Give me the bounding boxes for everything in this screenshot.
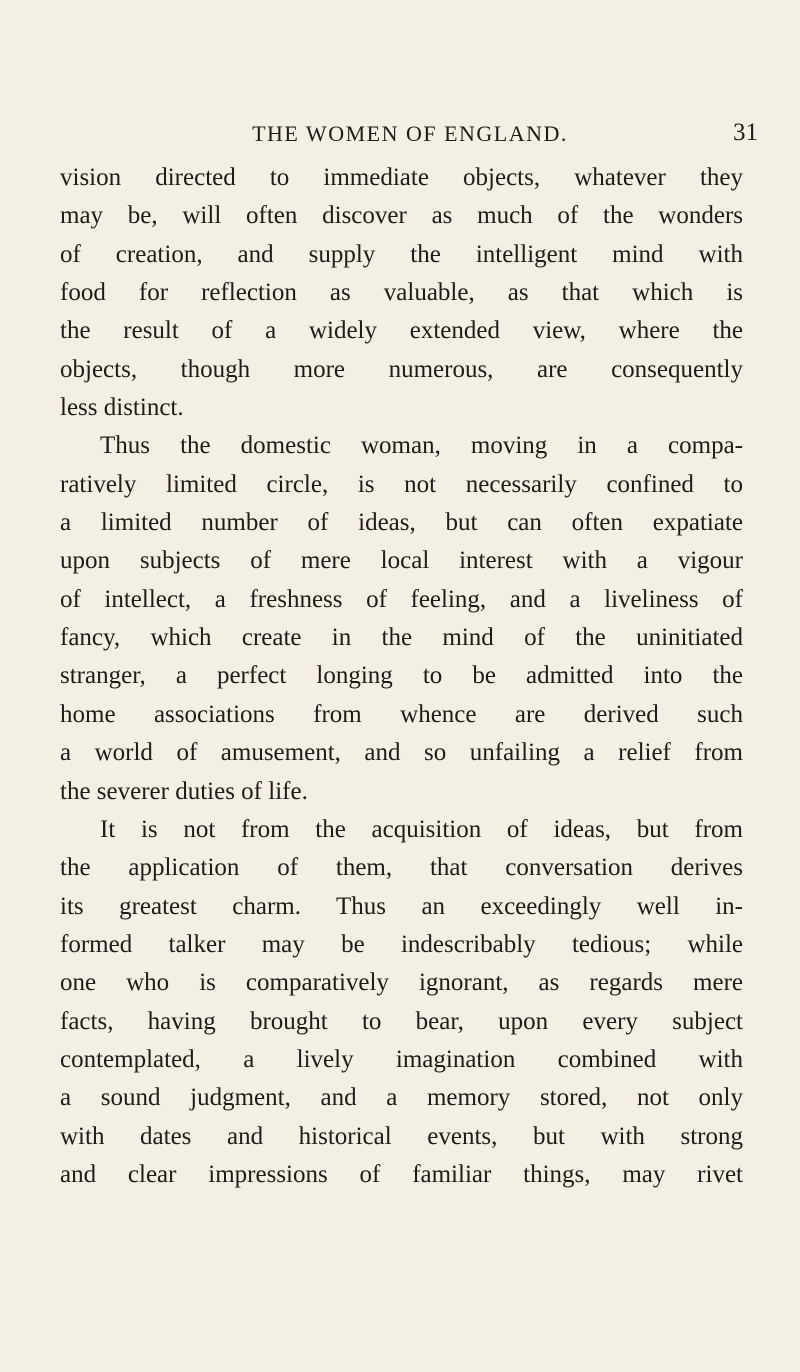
text-line: facts, having brought to bear, upon every subject xyxy=(60,1007,743,1035)
running-title: THE WOMEN OF ENGLAND. xyxy=(252,121,568,146)
text-line: less distinct. xyxy=(60,394,184,422)
text-line: vision directed to immediate objects, whatever they xyxy=(60,164,743,191)
text-line: the severer duties of life. xyxy=(60,777,308,805)
body-text xyxy=(60,159,743,1194)
text-line: of creation, and supply the intelligent mind with xyxy=(60,240,743,268)
text-line: food for reflection as valuable, as that which is xyxy=(60,279,743,307)
text-line: fancy, which create in the mind of the uninitiated xyxy=(60,624,743,652)
text-line: the application of them, that conversation derives xyxy=(60,854,743,882)
text-line: a sound judgment, and a memory stored, not only xyxy=(60,1084,743,1112)
text-line: and clear impressions of familiar things, may rivet xyxy=(60,1160,743,1188)
text-line: a world of amusement, and so unfailing a relief from xyxy=(60,739,743,767)
paragraph-first-line: It is not from the acquisition of ideas, but from xyxy=(100,815,743,843)
text-line: one who is comparatively ignorant, as regards mere xyxy=(60,969,743,997)
text-line: of intellect, a freshness of feeling, and a liveliness of xyxy=(60,585,743,613)
text-line: formed talker may be indescribably tedious; while xyxy=(60,930,743,958)
text-line: the result of a widely extended view, where the xyxy=(60,317,743,345)
text-line: home associations from whence are derived such xyxy=(60,700,743,728)
running-head xyxy=(60,120,760,150)
text-line: contemplated, a lively imagination combined with xyxy=(60,1045,743,1073)
text-line: objects, though more numerous, are consequently xyxy=(60,355,743,383)
text-line: may be, will often discover as much of the wonders xyxy=(60,202,743,230)
text-line: with dates and historical events, but with strong xyxy=(60,1122,743,1150)
text-line: upon subjects of mere local interest with a vigour xyxy=(60,547,743,575)
paragraph-first-line: Thus the domestic woman, moving in a compa- xyxy=(100,432,743,460)
text-line: its greatest charm. Thus an exceedingly well in- xyxy=(60,892,743,920)
text-line: stranger, a perfect longing to be admitted into the xyxy=(60,662,743,690)
page-number: 31 xyxy=(733,119,758,146)
text-line: ratively limited circle, is not necessarily confined to xyxy=(60,470,743,498)
text-line: a limited number of ideas, but can often expatiate xyxy=(60,509,743,537)
